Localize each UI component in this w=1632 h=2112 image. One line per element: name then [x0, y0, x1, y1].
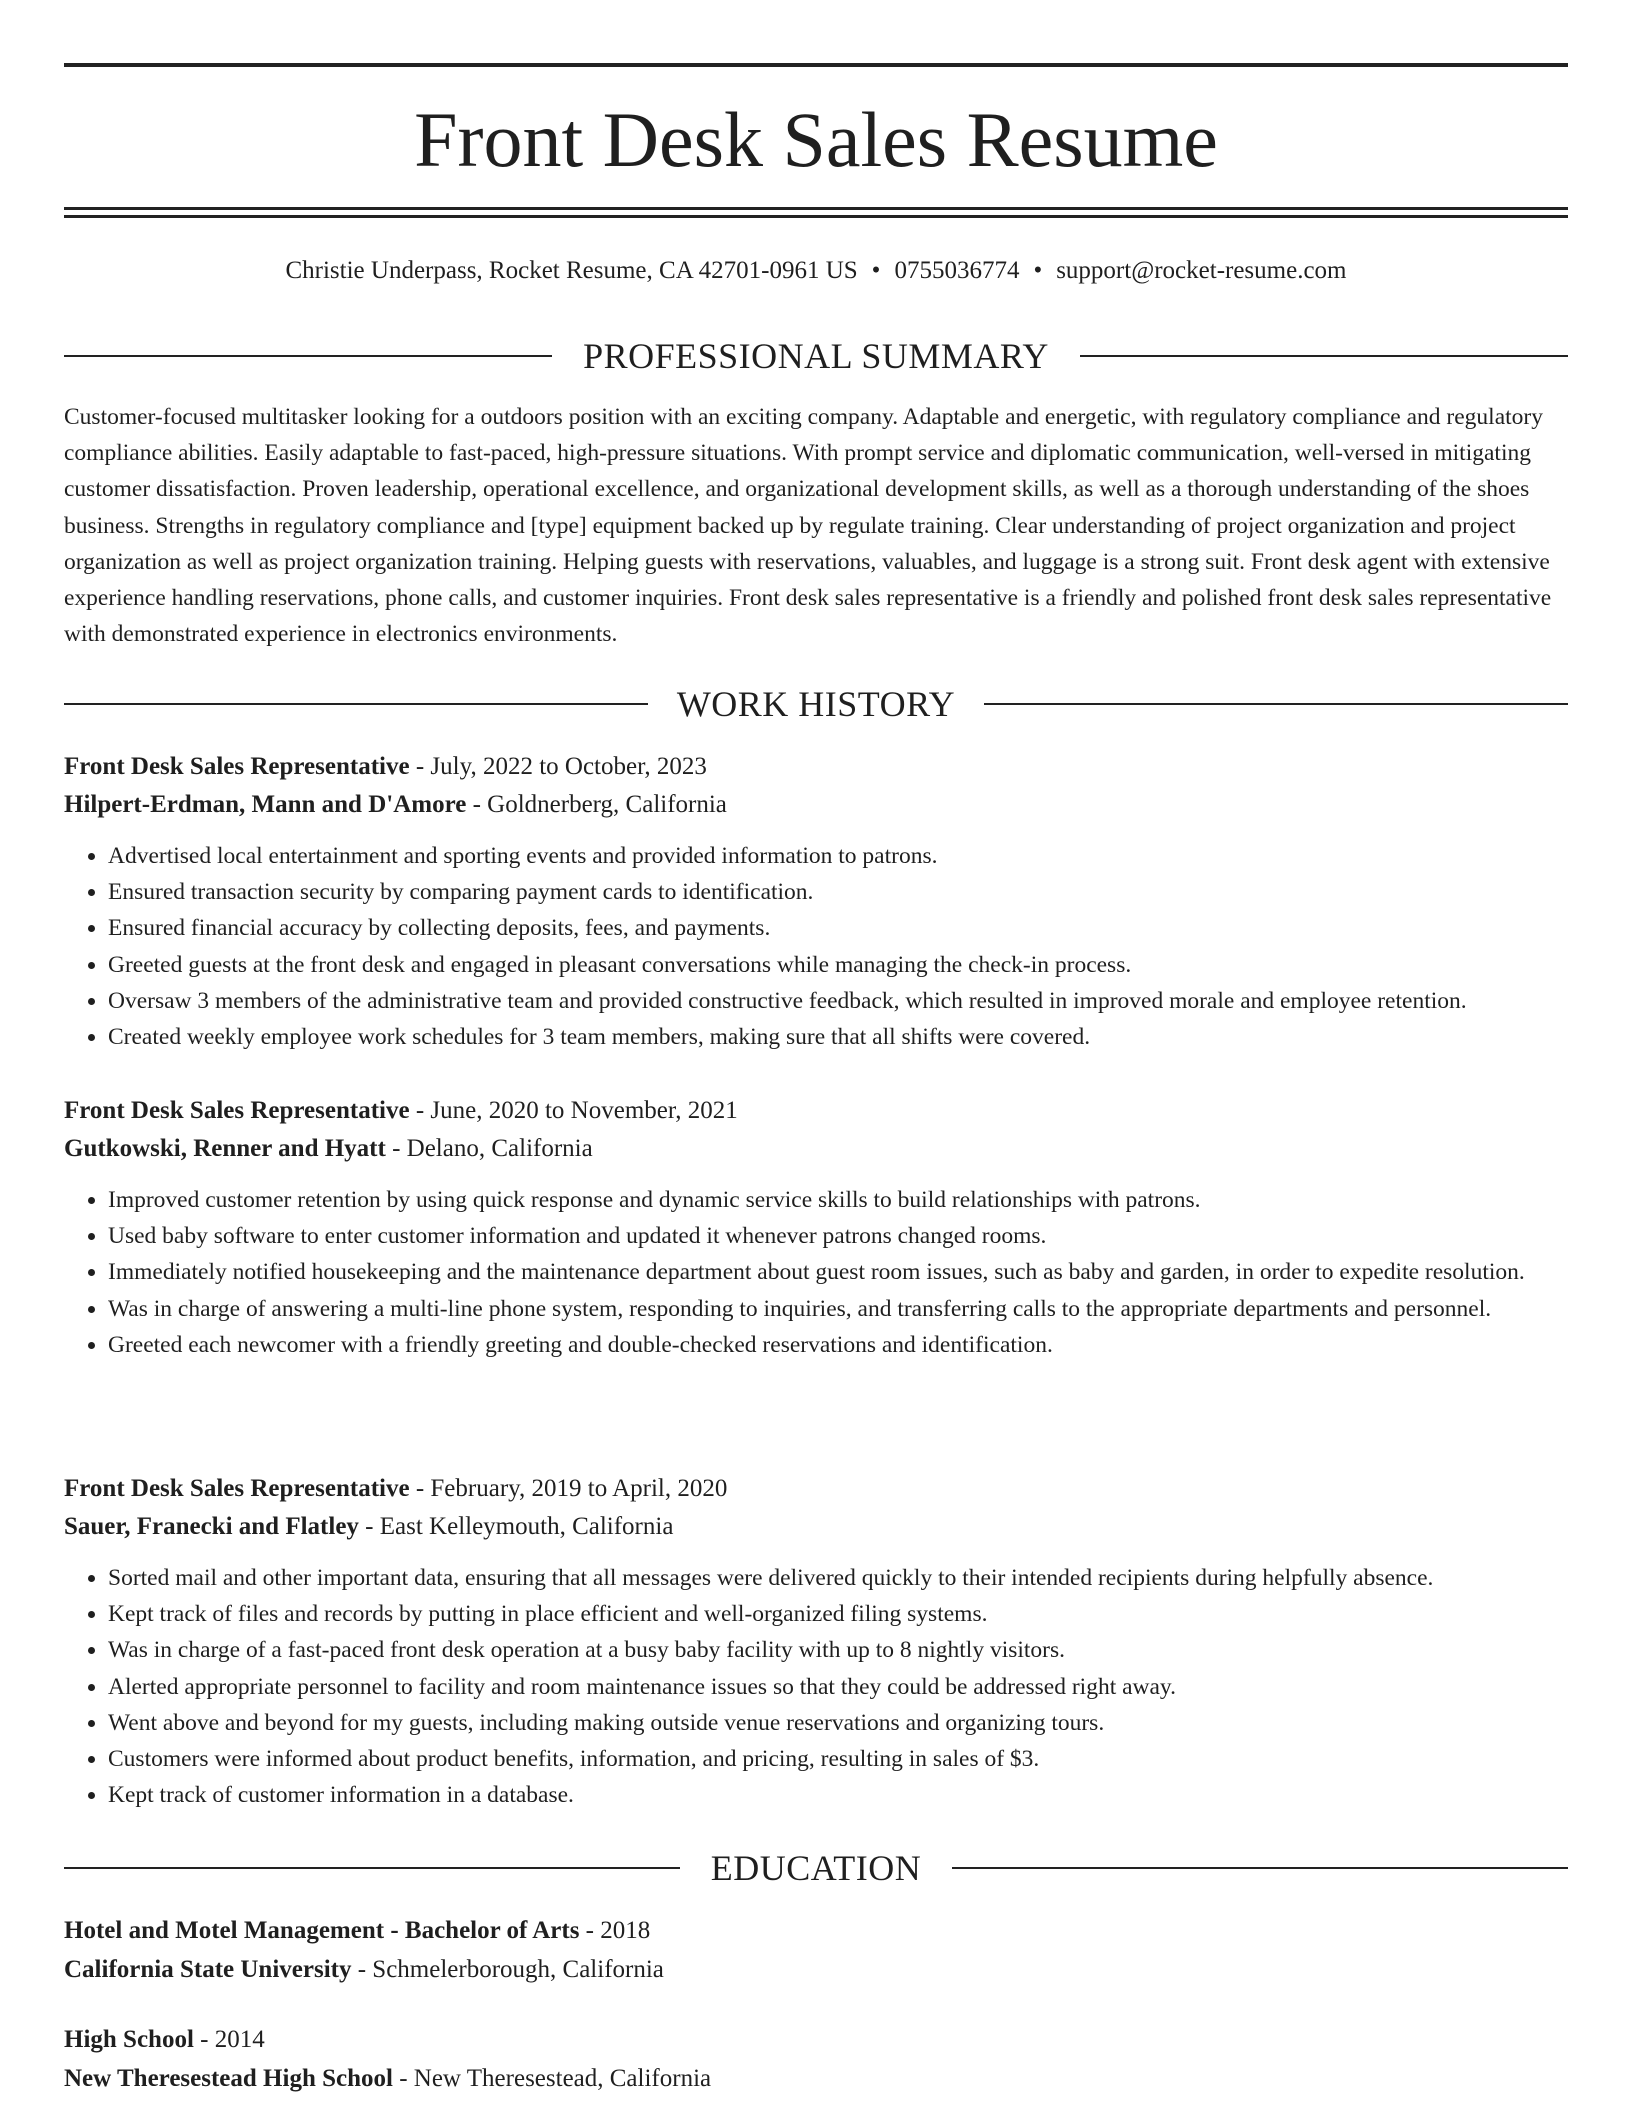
list-item: • Alerted appropriate personnel to facility and room maintenance issues so that they could be addressed right away.: [108, 1669, 1568, 1705]
job-title: Front Desk Sales Representative: [64, 1475, 410, 1502]
job-dates: - February, 2019 to April, 2020: [409, 1475, 728, 1502]
job-location: - East Kelleymouth, California: [358, 1513, 674, 1540]
degree-year: - 2018: [579, 1917, 651, 1944]
job-dates: - June, 2020 to November, 2021: [409, 1097, 738, 1124]
degree-year: - 2014: [193, 2026, 265, 2053]
job-dates: - July, 2022 to October, 2023: [409, 753, 707, 780]
section-heading-education: [64, 1846, 1568, 1890]
title-rule-lower: [64, 215, 1568, 218]
contact-address: Christie Underpass, Rocket Resume, CA 42701-0961 US: [285, 257, 858, 284]
education-entry: [64, 2020, 1568, 2098]
job-company-line: [64, 786, 1568, 824]
job-title-line: [64, 1092, 1568, 1130]
list-item: • Oversaw 3 members of the administrative team and provided constructive feedback, which resulted in improved morale and employee retention.: [108, 983, 1568, 1019]
list-item: • Sorted mail and other important data, ensuring that all messages were delivered quickly to their intended recipients during helpfully absence.: [108, 1560, 1568, 1596]
job-location: - Goldnerberg, California: [466, 791, 727, 818]
degree-line: [64, 1911, 1568, 1950]
list-item: • Was in charge of a fast-paced front desk operation at a busy baby facility with up to 8 nightly visitors.: [108, 1632, 1568, 1668]
section-title: EDUCATION: [710, 1848, 922, 1888]
school-location: - Schmelerborough, California: [351, 1956, 664, 1983]
contact-line: [64, 254, 1568, 288]
job-bullets: [64, 1182, 1568, 1363]
job-entry: [64, 1092, 1568, 1363]
job-entry: [64, 748, 1568, 1055]
school: New Theresestead High School: [64, 2065, 393, 2092]
degree: High School: [64, 2026, 194, 2053]
section-heading-summary: [64, 334, 1568, 378]
job-company: Sauer, Franecki and Flatley: [64, 1513, 359, 1540]
school: California State University: [64, 1956, 352, 1983]
job-title: Front Desk Sales Representative: [64, 753, 410, 780]
school-location: - New Theresestead, California: [392, 2065, 712, 2092]
list-item: • Went above and beyond for my guests, including making outside venue reservations and organizing tours.: [108, 1705, 1568, 1741]
summary-paragraph: Customer-focused multitasker looking for a outdoors position with an exciting company. Adaptable and energetic, with regulatory compliance and regulatory compliance abilities. Easily adaptable to fast-paced, high-pressure situations. With prompt service and diplomatic communication, well-versed in mitigating customer dissatisfaction. Proven leadership, operational excellence, and organizational development skills, as well as a thorough understanding of the shoes business. Strengths in regulatory compliance and [type] equipment backed up by regulate training. Clear understanding of project organization and project organization as well as project organization training. Helping guests with reservations, valuables, and luggage is a strong suit. Front desk agent with extensive experience handling reservations, phone calls, and customer inquiries. Front desk sales representative is a friendly and polished front desk sales representative with demonstrated experience in electronics environments.: [64, 404, 1552, 648]
job-company-line: [64, 1508, 1568, 1546]
list-item: • Improved customer retention by using quick response and dynamic service skills to build relationships with patrons.: [108, 1182, 1568, 1218]
job-company-line: [64, 1130, 1568, 1168]
title-rule-upper: [64, 207, 1568, 210]
resume-title: Front Desk Sales Resume: [414, 96, 1218, 183]
degree: Hotel and Motel Management - Bachelor of Arts: [64, 1917, 580, 1944]
list-item: • Ensured financial accuracy by collecting deposits, fees, and payments.: [108, 910, 1568, 946]
list-item: • Advertised local entertainment and sporting events and provided information to patrons.: [108, 838, 1568, 874]
school-line: [64, 2059, 1568, 2098]
school-line: [64, 1950, 1568, 1989]
contact-separator: •: [1033, 257, 1043, 284]
list-item: • Greeted guests at the front desk and engaged in pleasant conversations while managing the check-in process.: [108, 947, 1568, 983]
job-company: Hilpert-Erdman, Mann and D'Amore: [64, 791, 467, 818]
job-entry: [64, 1470, 1568, 1813]
job-location: - Delano, California: [385, 1135, 593, 1162]
contact-email: support@rocket-resume.com: [1056, 257, 1347, 284]
list-item: • Was in charge of answering a multi-line phone system, responding to inquiries, and transferring calls to the appropriate departments and personnel.: [108, 1291, 1568, 1327]
section-heading-work: [64, 682, 1568, 726]
list-item: • Used baby software to enter customer information and updated it whenever patrons changed rooms.: [108, 1218, 1568, 1254]
list-item: • Customers were informed about product benefits, information, and pricing, resulting in sales of $3.: [108, 1741, 1568, 1777]
job-title: Front Desk Sales Representative: [64, 1097, 410, 1124]
degree-line: [64, 2020, 1568, 2059]
list-item: • Greeted each newcomer with a friendly greeting and double-checked reservations and identification.: [108, 1327, 1568, 1363]
education-entry: [64, 1911, 1568, 1989]
list-item: • Ensured transaction security by comparing payment cards to identification.: [108, 874, 1568, 910]
job-bullets: [64, 838, 1568, 1055]
list-item: • Created weekly employee work schedules for 3 team members, making sure that all shifts were covered.: [108, 1019, 1568, 1055]
list-item: • Immediately notified housekeeping and the maintenance department about guest room issues, such as baby and garden, in order to expedite resolution.: [108, 1254, 1568, 1290]
job-title-line: [64, 748, 1568, 786]
job-company: Gutkowski, Renner and Hyatt: [64, 1135, 386, 1162]
list-item: • Kept track of customer information in a database.: [108, 1777, 1568, 1813]
list-item: • Kept track of files and records by putting in place efficient and well-organized filing systems.: [108, 1596, 1568, 1632]
job-bullets: [64, 1560, 1568, 1813]
contact-separator: •: [871, 257, 881, 284]
top-rule: [64, 63, 1568, 67]
job-title-line: [64, 1470, 1568, 1508]
section-title: WORK HISTORY: [676, 684, 956, 724]
section-title: PROFESSIONAL SUMMARY: [583, 336, 1049, 376]
contact-phone: 0755036774: [894, 257, 1020, 284]
